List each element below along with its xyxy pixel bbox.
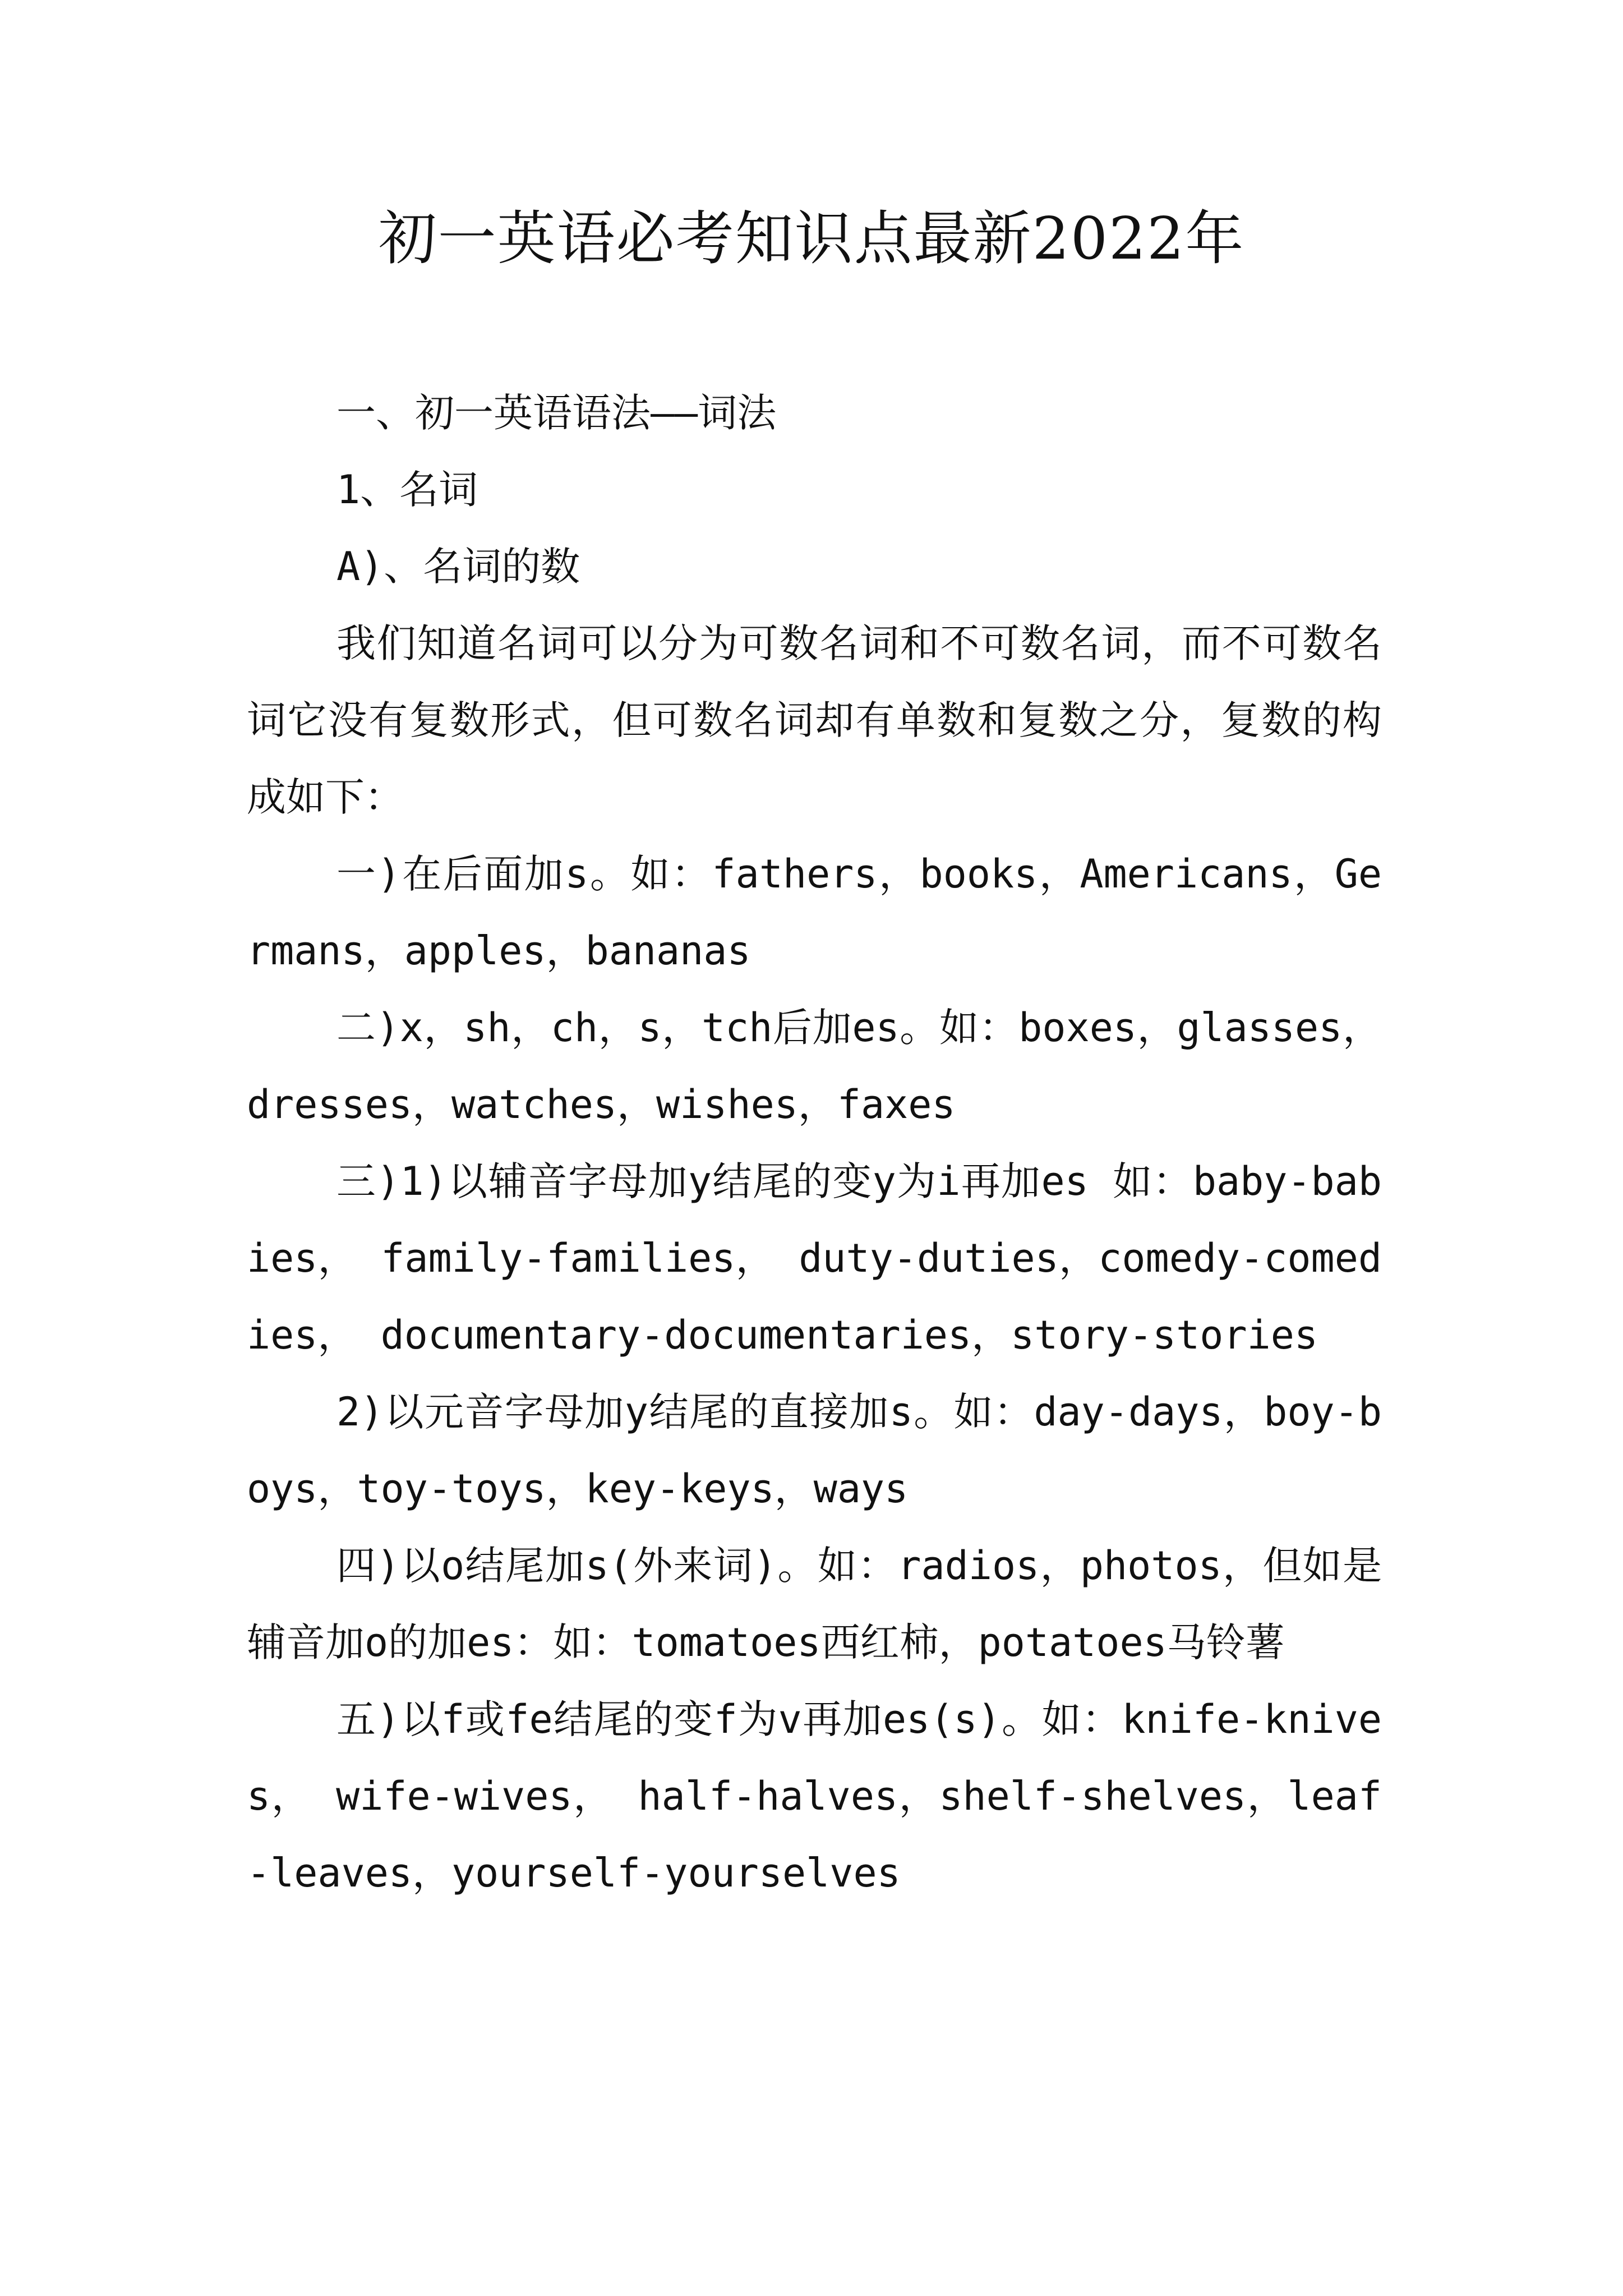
paragraph: 二)x，sh，ch，s，tch后加es。如：boxes，glasses，dresses，watches，wishes，faxes: [247, 1005, 1382, 1128]
paragraph: 三)1)以辅音字母加y结尾的变y为i再加es 如：baby-babies， family-families， duty-duties，comedy-comedies， documentary-documentaries，story-stories: [247, 1158, 1382, 1358]
document-title: 初一英语必考知识点最新2022年: [378, 204, 1245, 273]
paragraph: 2)以元音字母加y结尾的直接加s。如：day-days，boy-boys，toy-toys，key-keys，ways: [247, 1389, 1382, 1512]
paragraph: 四)以o结尾加s(外来词)。如：radios，photos，但如是辅音加o的加es：如：tomatoes西红柿，potatoes马铃薯: [247, 1543, 1382, 1665]
paragraph: 五)以f或fe结尾的变f为v再加es(s)。如：knife-knives， wife-wives， half-halves，shelf-shelves，leaf-leaves，yourself-yourselves: [247, 1696, 1382, 1896]
subsection-heading: A)、名词的数: [336, 544, 580, 590]
paragraph: 一)在后面加s。如：fathers，books，Americans，Germans，apples，bananas: [247, 851, 1382, 974]
subsection-heading: 1、名词: [336, 467, 478, 513]
document-body: [247, 375, 1382, 1912]
paragraph: 我们知道名词可以分为可数名词和不可数名词，而不可数名词它没有复数形式，但可数名词却有单数和复数之分，复数的构成如下：: [247, 620, 1382, 820]
section-heading: 一、初一英语语法——词法: [336, 390, 777, 436]
